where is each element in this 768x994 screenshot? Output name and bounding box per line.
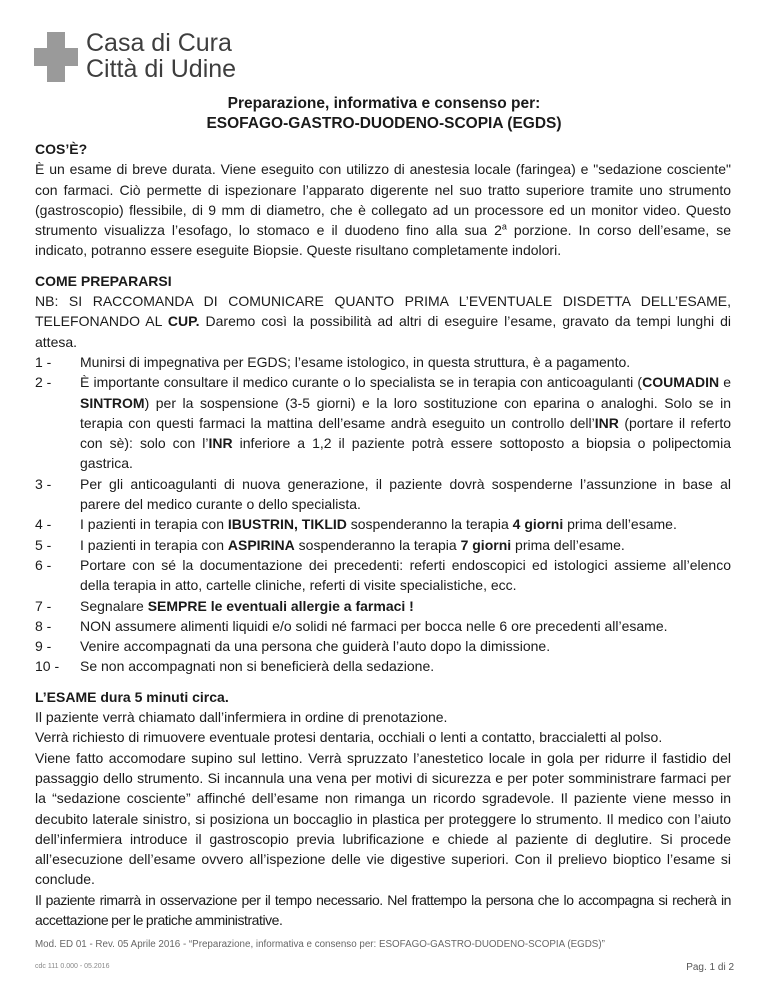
title-line-2: ESOFAGO-GASTRO-DUODENO-SCOPIA (EGDS)	[206, 115, 562, 132]
item-number: 4 -	[35, 516, 52, 533]
list-item	[35, 514, 731, 534]
footer-code: cdc 111 0.000 - 05.2016	[35, 963, 110, 970]
list-item	[35, 535, 731, 555]
section-esame	[35, 687, 731, 931]
bold-text: INR	[208, 435, 233, 452]
text: Daremo così la possibilità ad altri di eseguire l’esame, gravato da tempi lunghi di attesa.	[35, 313, 732, 350]
section-heading: COME PREPARARSI	[35, 272, 172, 289]
section-prep	[35, 271, 731, 677]
paragraph: Viene fatto accomodare supino sul lettino. Verrà spruzzato l’anestetico locale in gola per ridurre il fastidio del passaggio dello strumento. Si incannula una vena per motivi di sicurezza e per poter somministrare farmaci per la “sedazione cosciente” affinché dell’esame non rimanga un ricordo sgradevole. Il paziente viene messo in decubito laterale sinistro, si posiziona un boccaglio in plastica per proteggere lo strumento. Il medico con l’aiuto dell’infermiera introduce il gastroscopio previa lubrificazione e chiede al paziente di deglutire. Si procede all’esecuzione dell’esame ovvero all’ispezione delle vie digestive superiori. Con il prelievo bioptico l’esame si conclude.	[35, 749, 731, 888]
item-text: Venire accompagnati da una persona che guiderà l’auto dopo la dimissione.	[80, 638, 551, 655]
item-number: 9 -	[35, 638, 52, 655]
list-item	[35, 372, 731, 473]
item-number: 10 -	[35, 658, 60, 675]
cross-icon	[34, 32, 78, 82]
title-line-1: Preparazione, informativa e consenso per:	[227, 95, 541, 112]
document-body	[35, 139, 731, 930]
list-item	[35, 555, 731, 596]
list-item	[35, 474, 731, 515]
text: Segnalare	[80, 597, 148, 614]
bold-text: SINTROM	[80, 394, 145, 411]
page-number: Pag. 1 di 2	[686, 962, 734, 973]
item-text: Portare con sé la documentazione dei precedenti: referti endoscopici ed istologici assieme all’elenco della terapia in atto, cartelle cliniche, referti di visite specialistiche, ecc.	[80, 556, 731, 594]
text: sospenderanno la terapia	[294, 536, 461, 553]
text: I pazienti in terapia con	[80, 516, 228, 533]
list-item	[35, 352, 731, 372]
section-cose	[35, 139, 731, 261]
text: e	[719, 374, 731, 391]
text: inferiore a 1,2 il paziente potrà essere sottoposto a biopsia o polipectomia gastrica.	[80, 435, 731, 472]
item-number: 2 -	[35, 374, 52, 391]
text: porzione. In corso dell’esame, se indicato, potranno essere eseguite Biopsie. Queste risultano completamente indolori.	[35, 222, 731, 259]
list-item	[35, 636, 731, 656]
text: (portare il referto con sè): solo con l’	[80, 414, 732, 452]
list-item	[35, 596, 731, 616]
logo	[34, 29, 274, 84]
list-item	[35, 616, 731, 636]
bold-text: CUP.	[167, 313, 200, 330]
text: I pazienti in terapia con	[80, 536, 228, 553]
bold-text: 4 giorni	[512, 516, 564, 533]
item-text: Per gli anticoagulanti di nuova generazione, il paziente dovrà sospenderne l’assunzione in base al parere del medico curante o dello specialista.	[80, 475, 731, 513]
item-text: Se non accompagnati non si beneficierà della sedazione.	[80, 658, 435, 675]
item-number: 6 -	[35, 556, 52, 573]
document-title	[0, 94, 768, 134]
logo-line-1: Casa di Cura	[86, 29, 232, 57]
list-item	[35, 656, 731, 676]
text: prima dell’esame.	[511, 536, 625, 553]
item-text: Munirsi di impegnativa per EGDS; l’esame istologico, in questa struttura, è a pagamento.	[80, 353, 631, 370]
footer-module-info: Mod. ED 01 - Rev. 05 Aprile 2016 - “Preparazione, informativa e consenso per: ESOFAGO-GASTRO-DUODENO-SCOPIA (EGDS)”	[35, 939, 605, 950]
text: sospenderanno la terapia	[346, 516, 513, 533]
section-heading: COS’È?	[35, 141, 88, 157]
paragraph: Il paziente verrà chiamato dall’infermiera in ordine di prenotazione.	[35, 709, 448, 726]
item-number: 3 -	[35, 475, 52, 492]
text: NB: SI RACCOMANDA DI COMUNICARE QUANTO PRIMA L’EVENTUALE DISDETTA DELL’ESAME, TELEFONANDO AL	[35, 293, 731, 330]
logo-text	[86, 30, 236, 82]
section-heading: L’ESAME dura 5 minuti circa.	[35, 688, 229, 705]
bold-text: 7 giorni	[460, 536, 512, 553]
superscript: a	[501, 221, 507, 232]
bold-text: ASPIRINA	[227, 536, 295, 553]
item-text: NON assumere alimenti liquidi e/o solidi né farmaci per bocca nelle 6 ore precedenti all’esame.	[80, 617, 668, 634]
paragraph: Il paziente rimarrà in osservazione per il tempo necessario. Nel frattempo la persona che lo accompagna si recherà in accettazione per le pratiche amministrative.	[35, 891, 731, 928]
item-number: 8 -	[35, 617, 52, 634]
bold-text: IBUSTRIN, TIKLID	[227, 516, 347, 533]
bold-text: COUMADIN	[642, 374, 720, 391]
logo-line-2: Città di Udine	[86, 55, 237, 83]
item-number: 5 -	[35, 536, 52, 553]
text: prima dell’esame.	[563, 516, 677, 533]
prep-list	[35, 352, 731, 677]
nb-note	[35, 291, 731, 352]
paragraph: Verrà richiesto di rimuovere eventuale protesi dentaria, occhiali o lenti a contatto, braccialetti al polso.	[35, 729, 663, 746]
paragraph	[35, 159, 731, 260]
item-number: 7 -	[35, 597, 52, 614]
bold-text: INR	[594, 414, 619, 431]
text: È un esame di breve durata. Viene eseguito con utilizzo di anestesia locale (faringea) e "sedazione cosciente" con farmaci. Ciò permette di ispezionare l’apparato digerente nel suo tratto superiore tramite uno strumento (gastroscopio) flessibile, di 9 mm di diametro, che è collegato ad un processore ed un monitor video. Questo strumento visualizza l’esofago, lo stomaco e il duodeno fino alla sua 2	[35, 161, 731, 239]
text: È importante consultare il medico curante o lo specialista se in terapia con anticoagulanti (	[80, 374, 643, 391]
item-number: 1 -	[35, 353, 52, 370]
bold-text: SEMPRE le eventuali allergie a farmaci !	[147, 597, 414, 614]
text: ) per la sospensione (3-5 giorni) e la loro sostituzione con eparina o analoghi. Solo se in terapia con questi farmaci la mattina dell’esame andrà eseguito un controllo dell’	[80, 394, 731, 431]
